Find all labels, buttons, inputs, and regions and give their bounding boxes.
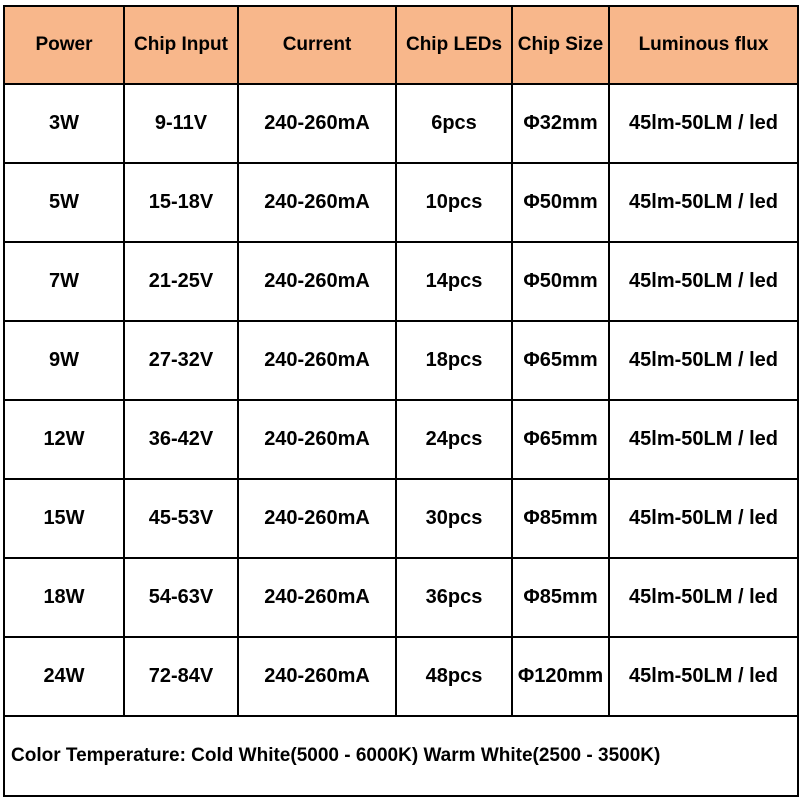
current-cell: 240-260mA <box>238 242 396 321</box>
header-chip-leds: Chip LEDs <box>396 6 512 84</box>
table-row <box>4 163 798 242</box>
chip-leds-cell: 36pcs <box>396 558 512 637</box>
luminous-flux-cell: 45lm-50LM / led <box>609 558 798 637</box>
current-cell: 240-260mA <box>238 479 396 558</box>
current-cell: 240-260mA <box>238 637 396 716</box>
chip-size-cell: Φ32mm <box>512 84 609 163</box>
power-cell: 18W <box>4 558 124 637</box>
power-cell: 24W <box>4 637 124 716</box>
header-luminous-flux: Luminous flux <box>609 6 798 84</box>
luminous-flux-cell: 45lm-50LM / led <box>609 400 798 479</box>
chip-input-cell: 36-42V <box>124 400 238 479</box>
current-cell: 240-260mA <box>238 558 396 637</box>
current-cell: 240-260mA <box>238 84 396 163</box>
power-cell: 12W <box>4 400 124 479</box>
chip-input-cell: 54-63V <box>124 558 238 637</box>
chip-leds-cell: 24pcs <box>396 400 512 479</box>
header-row <box>4 6 798 84</box>
table-row <box>4 479 798 558</box>
chip-leds-cell: 6pcs <box>396 84 512 163</box>
power-cell: 15W <box>4 479 124 558</box>
chip-size-cell: Φ65mm <box>512 400 609 479</box>
header-power: Power <box>4 6 124 84</box>
chip-size-cell: Φ50mm <box>512 163 609 242</box>
chip-input-cell: 72-84V <box>124 637 238 716</box>
current-cell: 240-260mA <box>238 400 396 479</box>
current-cell: 240-260mA <box>238 163 396 242</box>
table-row <box>4 321 798 400</box>
chip-leds-cell: 10pcs <box>396 163 512 242</box>
table-row <box>4 242 798 321</box>
power-cell: 5W <box>4 163 124 242</box>
luminous-flux-cell: 45lm-50LM / led <box>609 637 798 716</box>
header-current: Current <box>238 6 396 84</box>
chip-input-cell: 45-53V <box>124 479 238 558</box>
luminous-flux-cell: 45lm-50LM / led <box>609 321 798 400</box>
chip-size-cell: Φ120mm <box>512 637 609 716</box>
table-row <box>4 84 798 163</box>
luminous-flux-cell: 45lm-50LM / led <box>609 163 798 242</box>
chip-size-cell: Φ65mm <box>512 321 609 400</box>
power-cell: 3W <box>4 84 124 163</box>
chip-input-cell: 27-32V <box>124 321 238 400</box>
header-chip-size: Chip Size <box>512 6 609 84</box>
chip-size-cell: Φ85mm <box>512 558 609 637</box>
luminous-flux-cell: 45lm-50LM / led <box>609 84 798 163</box>
power-cell: 9W <box>4 321 124 400</box>
chip-size-cell: Φ85mm <box>512 479 609 558</box>
chip-leds-cell: 18pcs <box>396 321 512 400</box>
table-row <box>4 558 798 637</box>
power-cell: 7W <box>4 242 124 321</box>
table-body <box>4 84 798 716</box>
chip-leds-cell: 48pcs <box>396 637 512 716</box>
footer-row <box>4 716 798 796</box>
chip-leds-cell: 30pcs <box>396 479 512 558</box>
chip-size-cell: Φ50mm <box>512 242 609 321</box>
led-spec-table <box>3 5 799 797</box>
chip-input-cell: 21-25V <box>124 242 238 321</box>
chip-leds-cell: 14pcs <box>396 242 512 321</box>
table-row <box>4 400 798 479</box>
luminous-flux-cell: 45lm-50LM / led <box>609 479 798 558</box>
current-cell: 240-260mA <box>238 321 396 400</box>
table-row <box>4 637 798 716</box>
color-temperature-note: Color Temperature: Cold White(5000 - 6000K) Warm White(2500 - 3500K) <box>4 716 798 796</box>
chip-input-cell: 9-11V <box>124 84 238 163</box>
luminous-flux-cell: 45lm-50LM / led <box>609 242 798 321</box>
header-chip-input: Chip Input <box>124 6 238 84</box>
chip-input-cell: 15-18V <box>124 163 238 242</box>
